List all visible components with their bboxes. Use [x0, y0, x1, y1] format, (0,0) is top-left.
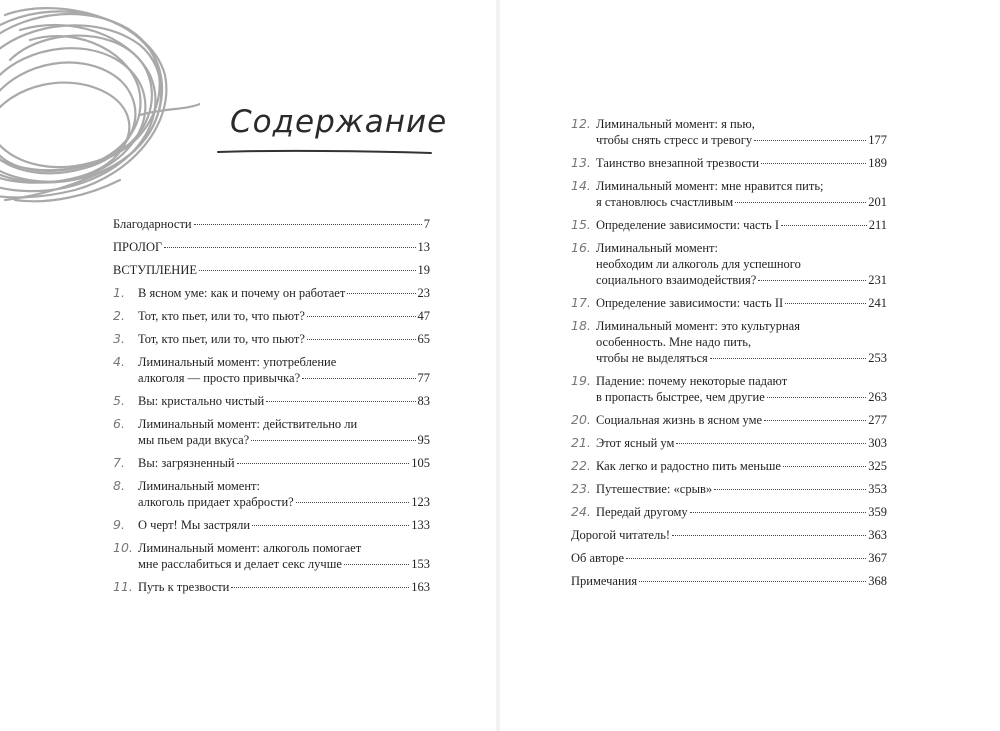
dot-leader — [672, 535, 866, 536]
toc-entry — [571, 116, 887, 148]
chapter-number: 4. — [113, 354, 125, 369]
toc-entry — [571, 435, 887, 451]
entry-title-line: алкоголя — просто привычка? — [138, 371, 301, 385]
chapter-number: 18. — [571, 318, 591, 333]
page-number: 367 — [868, 551, 887, 565]
entry-title-line: чтобы снять стресс и тревогу — [596, 133, 753, 147]
page-number: 241 — [868, 296, 887, 310]
toc-entry — [113, 455, 430, 471]
entry-title-line: ПРОЛОГ — [113, 240, 163, 254]
dot-leader — [764, 420, 866, 421]
page-number: 47 — [417, 309, 430, 323]
toc-entry — [113, 579, 430, 595]
page-number: 325 — [868, 459, 887, 473]
dot-leader — [710, 358, 867, 359]
page-number: 363 — [868, 528, 887, 542]
entry-title-line: Тот, кто пьет, или то, что пьют? — [138, 309, 305, 323]
chapter-number: 9. — [113, 517, 125, 532]
toc-right-column — [571, 116, 887, 596]
entry-title-line: Лиминальный момент: это культурная — [596, 319, 800, 333]
toc-entry — [113, 478, 430, 510]
entry-title-line: Как легко и радостно пить меньше — [596, 459, 781, 473]
dot-leader — [199, 270, 416, 271]
chapter-number: 7. — [113, 455, 125, 470]
scribble-illustration — [0, 0, 200, 220]
page-number: 7 — [423, 217, 430, 231]
toc-entry — [571, 504, 887, 520]
dot-leader — [626, 558, 866, 559]
entry-title-line: О черт! Мы застряли — [138, 518, 251, 532]
chapter-number: 6. — [113, 416, 125, 431]
dot-leader — [231, 587, 409, 588]
toc-entry — [113, 517, 430, 533]
dot-leader — [347, 293, 415, 294]
page-number: 231 — [868, 273, 887, 287]
page-number: 153 — [411, 557, 430, 571]
entry-title-line: Об авторе — [571, 551, 624, 565]
entry-title-line: Вы: загрязненный — [138, 456, 235, 470]
toc-entry — [571, 155, 887, 171]
entry-title-line: мне расслабиться и делает секс лучше — [138, 557, 342, 571]
dot-leader — [344, 564, 409, 565]
entry-title-line: Лиминальный момент: я пью, — [596, 117, 755, 131]
page-number: 177 — [868, 133, 887, 147]
toc-entry — [571, 481, 887, 497]
chapter-number: 13. — [571, 155, 591, 170]
page-number: 359 — [868, 505, 887, 519]
toc-entry — [571, 295, 887, 311]
page-number: 263 — [868, 390, 887, 404]
toc-left-column — [113, 216, 430, 602]
dot-leader — [676, 443, 866, 444]
dot-leader — [307, 316, 416, 317]
entry-title-line: Лиминальный момент: алкоголь помогает — [138, 541, 362, 555]
page-number: 65 — [417, 332, 430, 346]
page-number: 83 — [417, 394, 430, 408]
dot-leader — [302, 378, 415, 379]
toc-entry — [113, 393, 430, 409]
page-number: 19 — [417, 263, 430, 277]
toc-entry — [113, 354, 430, 386]
dot-leader — [251, 440, 415, 441]
chapter-number: 20. — [571, 412, 591, 427]
entry-title-line: Примечания — [571, 574, 638, 588]
entry-title-line: В ясном уме: как и почему он работает — [138, 286, 346, 300]
entry-title-line: я становлюсь счастливым — [596, 195, 734, 209]
dot-leader — [307, 339, 416, 340]
toc-entry — [571, 527, 887, 543]
dot-leader — [296, 502, 410, 503]
entry-title-line: Лиминальный момент: употребление — [138, 355, 337, 369]
chapter-number: 23. — [571, 481, 591, 496]
toc-entry — [571, 217, 887, 233]
chapter-number: 11. — [113, 579, 133, 594]
entry-title-line: Вы: кристально чистый — [138, 394, 265, 408]
dot-leader — [758, 280, 866, 281]
toc-entry — [571, 550, 887, 566]
dot-leader — [783, 466, 866, 467]
page-number: 189 — [868, 156, 887, 170]
toc-entry — [571, 240, 887, 288]
dot-leader — [714, 489, 866, 490]
dot-leader — [761, 163, 866, 164]
chapter-number: 3. — [113, 331, 125, 346]
entry-title-line: Лиминальный момент: — [596, 241, 718, 255]
entry-title-line: в пропасть быстрее, чем другие — [596, 390, 765, 404]
toc-entry — [571, 178, 887, 210]
dot-leader — [237, 463, 410, 464]
page-number: 23 — [417, 286, 430, 300]
chapter-number: 2. — [113, 308, 125, 323]
entry-title-line: алкоголь придает храбрости? — [138, 495, 294, 509]
dot-leader — [690, 512, 867, 513]
page-number: 303 — [868, 436, 887, 450]
dot-leader — [735, 202, 866, 203]
title-underline — [217, 148, 433, 156]
chapter-number: 12. — [571, 116, 591, 131]
dot-leader — [252, 525, 409, 526]
toc-entry — [113, 285, 430, 301]
entry-title-line: Передай другому — [596, 505, 688, 519]
toc-entry — [113, 262, 430, 278]
toc-entry — [571, 412, 887, 428]
page-number: 353 — [868, 482, 887, 496]
dot-leader — [266, 401, 415, 402]
toc-entry — [113, 308, 430, 324]
page-number: 277 — [868, 413, 887, 427]
chapter-number: 19. — [571, 373, 591, 388]
page-number: 13 — [417, 240, 430, 254]
entry-title-line: Тот, кто пьет, или то, что пьют? — [138, 332, 305, 346]
page-number: 133 — [411, 518, 430, 532]
chapter-number: 8. — [113, 478, 125, 493]
entry-title-line: необходим ли алкоголь для успешного — [596, 257, 801, 271]
entry-title-line: Благодарности — [113, 217, 192, 231]
chapter-number: 21. — [571, 435, 591, 450]
entry-title-line: особенность. Мне надо пить, — [596, 335, 752, 349]
dot-leader — [785, 303, 866, 304]
toc-entry — [571, 318, 887, 366]
chapter-number: 1. — [113, 285, 125, 300]
toc-entry — [571, 458, 887, 474]
page-number: 201 — [868, 195, 887, 209]
entry-title-line: Лиминальный момент: мне нравится пить; — [596, 179, 824, 193]
page-number: 163 — [411, 580, 430, 594]
dot-leader — [754, 140, 866, 141]
toc-entry — [571, 373, 887, 405]
entry-title-line: Путешествие: «срыв» — [596, 482, 713, 496]
toc-entry — [571, 573, 887, 589]
entry-title-line: Лиминальный момент: действительно ли — [138, 417, 358, 431]
entry-title-line: Этот ясный ум — [596, 436, 675, 450]
entry-title-line: ВСТУПЛЕНИЕ — [113, 263, 197, 277]
entry-title-line: чтобы не выделяться — [596, 351, 708, 365]
entry-title-line: мы пьем ради вкуса? — [138, 433, 250, 447]
chapter-number: 16. — [571, 240, 591, 255]
entry-title-line: Падение: почему некоторые падают — [596, 374, 788, 388]
page-title: Содержание — [230, 104, 448, 140]
entry-title-line: Определение зависимости: часть I — [596, 218, 780, 232]
chapter-number: 22. — [571, 458, 591, 473]
toc-entry — [113, 540, 430, 572]
page-number: 253 — [868, 351, 887, 365]
page-number: 368 — [868, 574, 887, 588]
page-number: 211 — [868, 218, 887, 232]
left-page — [0, 0, 496, 731]
dot-leader — [639, 581, 866, 582]
toc-entry — [113, 239, 430, 255]
entry-title-line: Определение зависимости: часть II — [596, 296, 784, 310]
page-number: 77 — [417, 371, 430, 385]
toc-entry — [113, 416, 430, 448]
entry-title-line: Дорогой читатель! — [571, 528, 671, 542]
toc-entry — [113, 331, 430, 347]
dot-leader — [767, 397, 867, 398]
page-number: 95 — [417, 433, 430, 447]
chapter-number: 10. — [113, 540, 133, 555]
entry-title-line: Лиминальный момент: — [138, 479, 260, 493]
chapter-number: 17. — [571, 295, 591, 310]
dot-leader — [194, 224, 422, 225]
chapter-number: 14. — [571, 178, 591, 193]
dot-leader — [164, 247, 415, 248]
entry-title-line: Социальная жизнь в ясном уме — [596, 413, 763, 427]
dot-leader — [781, 225, 867, 226]
entry-title-line: Путь к трезвости — [138, 580, 230, 594]
chapter-number: 5. — [113, 393, 125, 408]
entry-title-line: Таинство внезапной трезвости — [596, 156, 760, 170]
chapter-number: 15. — [571, 217, 591, 232]
chapter-number: 24. — [571, 504, 591, 519]
entry-title-line: социального взаимодействия? — [596, 273, 757, 287]
page-number: 105 — [411, 456, 430, 470]
page-number: 123 — [411, 495, 430, 509]
toc-entry — [113, 216, 430, 232]
